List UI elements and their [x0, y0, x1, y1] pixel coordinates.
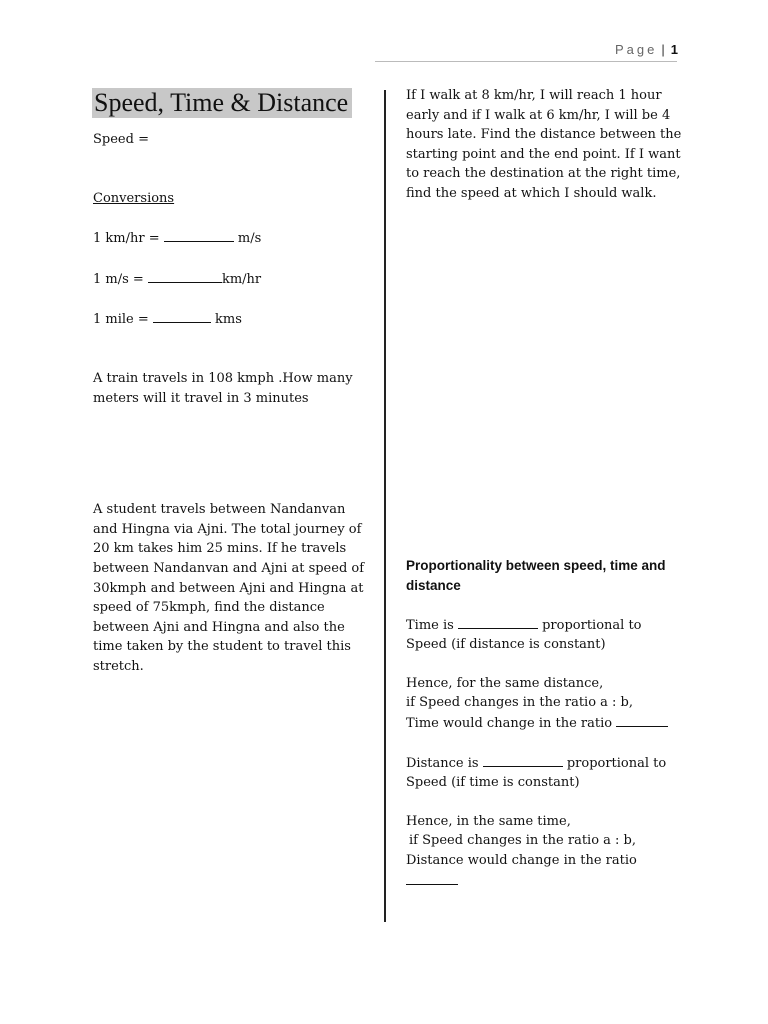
question-student: A student travels between Nandanvan and Hingna via Ajni. The total journey of 20 km takes him 25 mins. If he travels between Nandanvan and Ajni at speed of 30kmph and between Ajni and Hingna at speed of 75kmph, find the distance between Ajni and Hingna and also the time taken by the student to travel this stretch.: [93, 502, 365, 674]
page-word: Page: [615, 42, 658, 57]
conversions-heading: Conversions: [93, 190, 175, 206]
blank-line: [458, 615, 538, 629]
left-column: [93, 88, 365, 677]
blank-line: [164, 228, 234, 242]
conversion-mile: 1 mile = kms: [93, 309, 365, 330]
hence-same-distance: Hence, for the same distance,: [406, 675, 604, 691]
proportionality-heading: Proportionality between speed, time and distance: [406, 557, 666, 593]
blank-line: [153, 309, 211, 323]
right-column: [406, 86, 686, 891]
header-rule: [375, 61, 677, 62]
speed-time-constant: Speed (if time is constant): [406, 775, 580, 791]
distance-ratio-blank-line: [406, 871, 686, 892]
speed-ratio-line-1: if Speed changes in the ratio a : b,: [406, 695, 634, 711]
conversion-kmhr: 1 km/hr = m/s: [93, 228, 365, 249]
column-divider: [384, 90, 386, 922]
page-title: Speed, Time & Distance: [92, 88, 352, 118]
hence-same-time: Hence, in the same time,: [406, 813, 571, 829]
speed-distance-constant: Speed (if distance is constant): [406, 637, 606, 653]
time-proportional-line: Time is proportional to: [406, 615, 686, 636]
blank-line: [406, 871, 458, 885]
conversion-ms: 1 m/s = km/hr: [93, 269, 365, 290]
page-header: [615, 42, 678, 57]
question-train: A train travels in 108 kmph .How many meters will it travel in 3 minutes: [93, 370, 353, 406]
question-walk: If I walk at 8 km/hr, I will reach 1 hour early and if I walk at 6 km/hr, I will be 4 hours late. Find the distance between the starting point and the end point. If I want to reach the destination at the right time, find the speed at which I should walk.: [406, 88, 682, 201]
speed-ratio-line-2: if Speed changes in the ratio a : b,: [409, 833, 637, 849]
page-separator: |: [661, 42, 665, 57]
distance-ratio-line: Distance would change in the ratio: [406, 852, 637, 868]
page-number: 1: [670, 42, 678, 57]
distance-proportional-line: Distance is proportional to: [406, 753, 686, 774]
blank-line: [483, 753, 563, 767]
blank-line: [148, 269, 222, 283]
blank-line: [616, 713, 668, 727]
speed-label: Speed =: [93, 132, 149, 147]
time-ratio-line: Time would change in the ratio: [406, 713, 686, 734]
